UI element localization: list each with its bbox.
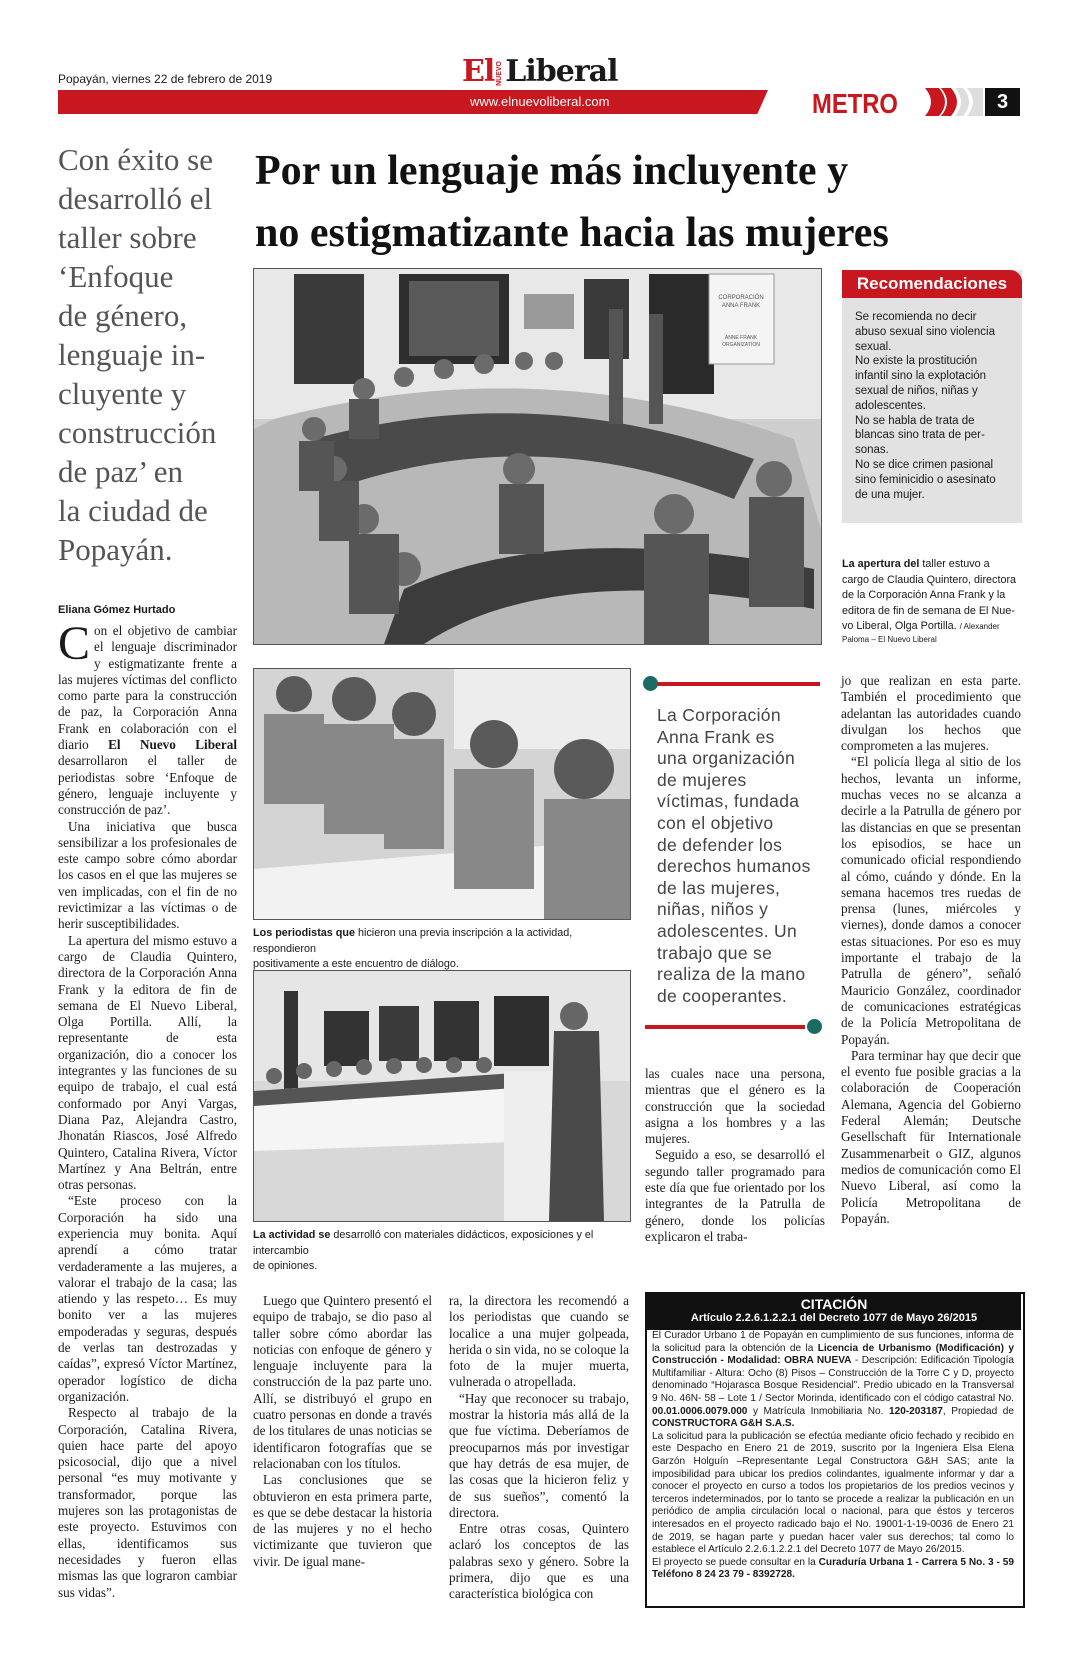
kicker-line: cluyente y <box>58 376 187 411</box>
photo-activity <box>253 970 631 1222</box>
recommendation-line: abuso sexual sino violencia <box>855 325 996 338</box>
caption-line: hicieron una previa inscripción a la actividad, respondieron <box>253 927 573 955</box>
pull-quote-line: derechos humanos <box>657 856 811 877</box>
page-number: 3 <box>985 88 1020 116</box>
caption-lead: La actividad se <box>253 1229 331 1241</box>
pull-quote-line: de mujeres <box>657 769 747 790</box>
logo-nuevo: NUEVO <box>496 60 504 86</box>
notice-bold: 120-203187 <box>888 1405 943 1417</box>
pull-quote-line: realiza de la mano <box>657 964 806 985</box>
paragraph: jo que realizan en esta parte. También el procedimiento que adelantan las autoridades cuando divulgan los hechos que comprometen a las mujeres. <box>841 673 1021 754</box>
caption-line: cargo de Claudia Quintero, directora <box>842 573 1017 586</box>
caption-line: vo Liberal, Olga Portilla. <box>842 620 957 632</box>
photo-workshop-opening <box>253 268 822 645</box>
article-kicker <box>58 140 258 569</box>
caption-line: de la Corporación Anna Frank y la <box>842 589 1006 601</box>
banner-text: ORGANIZATION <box>722 342 760 348</box>
paragraph: La apertura del mismo estuvo a cargo de Claudia Quintero, directora de la Corporación Anna Frank y la editora de fin de semana de El Nuevo Liberal, Olga Portilla. Allí, la representante de esta organización, dio a conocer los integrantes y las funciones de su equipo de trabajo, el cual está conformado por Anyi Vargas, Diana Paz, Alejandra Castro, Jhonatán Riascos, José Alfredo Quintero, Catalina Rivera, Víctor Martínez y Ana Beltrán, entre otras personas. <box>58 932 237 1193</box>
recommendation-line: sino feminicidio o asesinato <box>855 473 996 486</box>
pull-quote-dot-top <box>643 676 658 691</box>
article-headline <box>255 140 1055 264</box>
kicker-line: de género, <box>58 298 188 333</box>
caption-line: editora de fin de semana de El Nue- <box>842 604 1015 617</box>
notice-bold: Curaduría Urbana 1 - Carrera 5 No. 3 - 59 Teléfono 8 24 23 79 - 8392728. <box>652 1556 1014 1581</box>
paragraph: Entre otras cosas, Quintero aclaró los conceptos de las palabras sexo y género. Sobre la primera, dijo que es una característica biológica con <box>449 1521 629 1602</box>
paragraph: las cuales nace una persona, mientras que el género es la construcción que la sociedad asigna a los hombres y a las mujeres. <box>645 1066 825 1147</box>
kicker-line: lenguaje in- <box>58 337 206 372</box>
notice-bold: 00.01.0006.0079.000 <box>652 1405 748 1417</box>
pull-quote-line: de cooperantes. <box>657 985 788 1006</box>
article-column-4 <box>645 1066 825 1245</box>
dateline: Popayán, viernes 22 de febrero de 2019 <box>58 72 273 86</box>
kicker-line: taller sobre <box>58 220 197 255</box>
newspaper-logo <box>462 54 617 89</box>
logo-liberal: Liberal <box>505 54 618 89</box>
legal-notice-body <box>652 1330 1014 1582</box>
notice-text: , Propiedad de <box>942 1405 1014 1417</box>
banner-text: ANNA FRANK <box>721 303 761 309</box>
notice-text: El Curador Urbano 1 de Popayán en cumplimiento de sus funciones, informa de la solicitud para la obtención de la <box>652 1330 1014 1354</box>
kicker-line: Popayán. <box>58 532 173 567</box>
photo1-caption <box>842 557 1022 645</box>
legal-notice-title: CITACIÓN <box>800 1296 868 1312</box>
paragraph-text: on el objetivo de cambiar el lenguaje discriminador y estigmatizante frente a las mujeres víctimas del conflicto como parte para la construcción de paz, la Corporación Anna Frank en colaboración con el diario <box>58 623 237 753</box>
caption-line: desarrolló con materiales didácticos, exposiciones y el intercambio <box>253 1229 594 1257</box>
notice-bold: CONSTRUCTORA G&H S.A.S. <box>652 1418 795 1430</box>
logo-el: El <box>462 54 495 89</box>
notice-text: - Descripción: Edificación Tipología Multifamiliar - Altura: Ocho (8) Pisos – Construcción de la Torre C y D, proyecto denominado “Hojarasca Bosque Residencial”. Predio ubicado en la Transversal 9 No. 46N- 58 – Lote 1 / Sector Morinda, identificado con el código catastral No. <box>652 1355 1014 1404</box>
recommendation-line: No existe la prostitución <box>855 355 978 368</box>
recommendation-line: Se recomienda no decir <box>855 311 977 323</box>
paragraph: Seguido a eso, se desarrolló el segundo taller programado para este día que fue orientado por los integrantes de la Patrulla de género, donde los policías explicaron el traba- <box>645 1147 825 1244</box>
caption-lead: Los periodistas que <box>253 927 355 939</box>
pull-quote-line: con el objetivo <box>657 812 774 833</box>
paragraph-text: desarrollaron el taller de periodistas sobre ‘Enfoque de género, lenguaje incluyente y construcción de paz’. <box>58 753 237 818</box>
kicker-line: de paz’ en <box>58 454 184 489</box>
pull-quote-line: una organización <box>657 748 796 769</box>
kicker-line: ‘Enfoque <box>58 259 174 294</box>
notice-bold: Licencia de Urbanismo (Modificación) y Construcción - Modalidad: OBRA NUEVA <box>652 1342 1014 1367</box>
paragraph: “Hay que reconocer su trabajo, mostrar la historia más allá de la que fue víctima. Deberíamos de preocuparnos más por investigar que hay detrás de esa mujer, de las cosas que la hicieron feliz y de sus sueños”, comentó la directora. <box>449 1390 629 1520</box>
notice-paragraph: La solicitud para la publicación se efectúa mediante oficio fechado y recibido en este Despacho en Enero 21 de 2019, suscrito por la Ingeniera Elsa Elena Garzón Holguín –Representante Legal Constructora G&H SAS; ante la imposibilidad para ubicar los predios colindantes, igualmente informar y dar a conocer el proyecto en curso a todos los propietarios de los predios vecinos y terceros indeterminados, por lo tanto se procede a realizar la publicación en un periódico de amplia circulación local o nacional, para que éstos y terceros interesados en el proyecto radicado bajo el No. 19001-1-19-0036 de Enero 21 de 2019, se hagan parte y puedan hacer valer sus derechos; tal como lo establece el Artículo 2.2.6.1.2.2.1 del Decreto 1077 de Mayo 26/2015. <box>652 1430 1014 1556</box>
stripes-ornament-icon <box>925 88 983 116</box>
recommendation-line: blancas sino trata de per- <box>855 429 985 442</box>
recommendation-line: No se dice crimen pasional <box>855 458 994 471</box>
recommendation-line: sexual. <box>855 340 892 353</box>
notice-text: y Matrícula Inmobiliaria No. <box>747 1405 889 1417</box>
recommendations-title: Recomendaciones <box>842 270 1022 298</box>
pull-quote-rule-top <box>645 682 820 686</box>
paragraph: Una iniciativa que busca sensibilizar a los profesionales de este campo sobre cómo abordar los casos en el que las mujeres se ven implicadas, con el fin de no revictimizar a las víctimas o de herir susceptibilidades. <box>58 818 237 932</box>
article-column-3 <box>449 1293 629 1603</box>
drop-cap: C <box>58 617 91 670</box>
kicker-line: desarrolló el <box>58 181 213 216</box>
website-url: www.elnuevoliberal.com <box>470 94 610 109</box>
paragraph: “El policía llega al sitio de los hechos, levanta un informe, muchas veces no se alcanza a decirle a la Patrulla de género por las distancias en que se presentan los episodios, se hace un comunicado oficial respondiendo al cómo, cuándo y dónde. En la semana hacemos tres ruedas de prensa (lunes, miércoles y viernes), donde damos a conocer estas situaciones. Por eso es muy importante el trabajo de la Patrulla de género”, señaló Mauricio González, coordinador de comunicaciones estratégicas de la Policía Metropolitana de Popayán. <box>841 754 1021 1047</box>
pull-quote-line: víctimas, fundada <box>657 791 800 812</box>
header-red-bar <box>58 90 768 114</box>
kicker-line: la ciudad de <box>58 493 208 528</box>
recommendation-line: sonas. <box>855 444 889 457</box>
caption-line: de opiniones. <box>253 1260 318 1272</box>
headline-line: Por un lenguaje más incluyente y <box>255 148 849 194</box>
recommendation-line: infantil sino la explotación <box>855 370 987 383</box>
banner-text: ANNE FRANK <box>724 335 758 341</box>
pull-quote-rule-bottom <box>645 1025 805 1029</box>
pull-quote-line: Anna Frank es <box>657 726 775 747</box>
photo-journalists <box>253 668 631 920</box>
pull-quote-line: de defender los <box>657 834 783 855</box>
photo-credit: Paloma – El Nuevo Liberal <box>842 634 937 644</box>
article-column-1 <box>58 617 237 1601</box>
recommendations-list <box>855 310 1015 502</box>
paragraph: Para terminar hay que decir que el evento fue posible gracias a la colaboración de Cooperación Alemana, Agencia del Gobierno Federal Alemán; Deutsche Gesellschaft für Internationale Zusammenarbeit o GIZ, algunos medios de comunicación como El Nuevo Liberal, así como la Policía Metropolitana de Popayán. <box>841 1047 1021 1226</box>
pull-quote-line: niñas, niños y <box>657 899 769 920</box>
banner-text: CORPORACIÓN <box>718 295 764 301</box>
pull-quote <box>657 705 822 1007</box>
kicker-line: construcción <box>58 415 217 450</box>
recommendation-line: adolescentes. <box>855 399 926 412</box>
photo-credit: / Alexander <box>959 622 1000 631</box>
caption-line: positivamente a este encuentro de diálogo. <box>253 958 459 970</box>
paragraph: “Este proceso con la Corporación ha sido una experiencia muy bonita. Aquí aprendí a cómo tratar verdaderamente a las mujeres, a valorar el trabajo de la casa; las atiendo y las respeto… Es muy bonito ver a las mujeres empoderadas y seguras, después de verlas tan destrozadas y caídas”, expresó Víctor Martínez, operador logístico de dicha organización. <box>58 1193 237 1404</box>
notice-text: El proyecto se puede consultar en la <box>652 1556 819 1568</box>
pull-quote-line: La Corporación <box>657 705 781 725</box>
kicker-line: Con éxito se <box>58 142 213 177</box>
paragraph: ra, la directora les recomendó a los periodistas que cuando se localice a una mujer golpeada, herida o sin vida, no se coloque la foto de la mujer muerta, vulnerada o atropellada. <box>449 1293 629 1390</box>
pull-quote-line: trabajo que se <box>657 942 773 963</box>
recommendation-line: No se habla de trata de <box>855 414 975 427</box>
pull-quote-line: de las mujeres, <box>657 877 781 898</box>
headline-line: no estigmatizante hacia las mujeres <box>255 210 889 256</box>
legal-notice-subtitle: Artículo 2.2.6.1.2.2.1 del Decreto 1077 de Mayo 26/2015 <box>690 1312 978 1324</box>
section-name: METRO <box>812 88 898 119</box>
caption-line: taller estuvo a <box>922 558 990 570</box>
article-column-5 <box>841 673 1021 1227</box>
recommendation-line: de una mujer. <box>855 488 925 501</box>
article-column-2 <box>253 1293 432 1570</box>
recommendation-line: sexual de niños, niñas y <box>855 384 978 397</box>
paragraph-bold: El Nuevo Liberal <box>108 737 237 753</box>
caption-lead: La apertura del <box>842 558 920 570</box>
pull-quote-dot-bottom <box>807 1019 822 1034</box>
photo2-caption <box>253 926 629 973</box>
pull-quote-line: adolescentes. Un <box>657 920 798 941</box>
paragraph: Respecto al trabajo de la Corporación, Catalina Rivera, quien hace parte del apoyo psicosocial, dijo que a nivel personal “es muy motivante y transformador, porque las mujeres son las protagonistas de este proyecto. Estuvimos con ellas, identificamos sus necesidades y fueron ellas mismas las que lograron cambiar sus vidas”. <box>58 1405 237 1600</box>
paragraph: Luego que Quintero presentó el equipo de trabajo, se dio paso al taller sobre cómo abordar las noticias con enfoque de género y lenguaje incluyente para la construcción de la paz parte uno. Allí, se distribuyó el grupo en cuatro personas en donde a través de los titulares de unas noticias se identificaron fotografías que se relacionaban con los títulos. <box>253 1293 432 1471</box>
byline: Eliana Gómez Hurtado <box>58 604 176 616</box>
paragraph: Las conclusiones que se obtuvieron en esta primera parte, es que se debe destacar la historia de las mujeres y no el hecho victimizante que tuvieron que vivir. De igual mane- <box>253 1472 432 1569</box>
photo3-caption <box>253 1228 629 1275</box>
